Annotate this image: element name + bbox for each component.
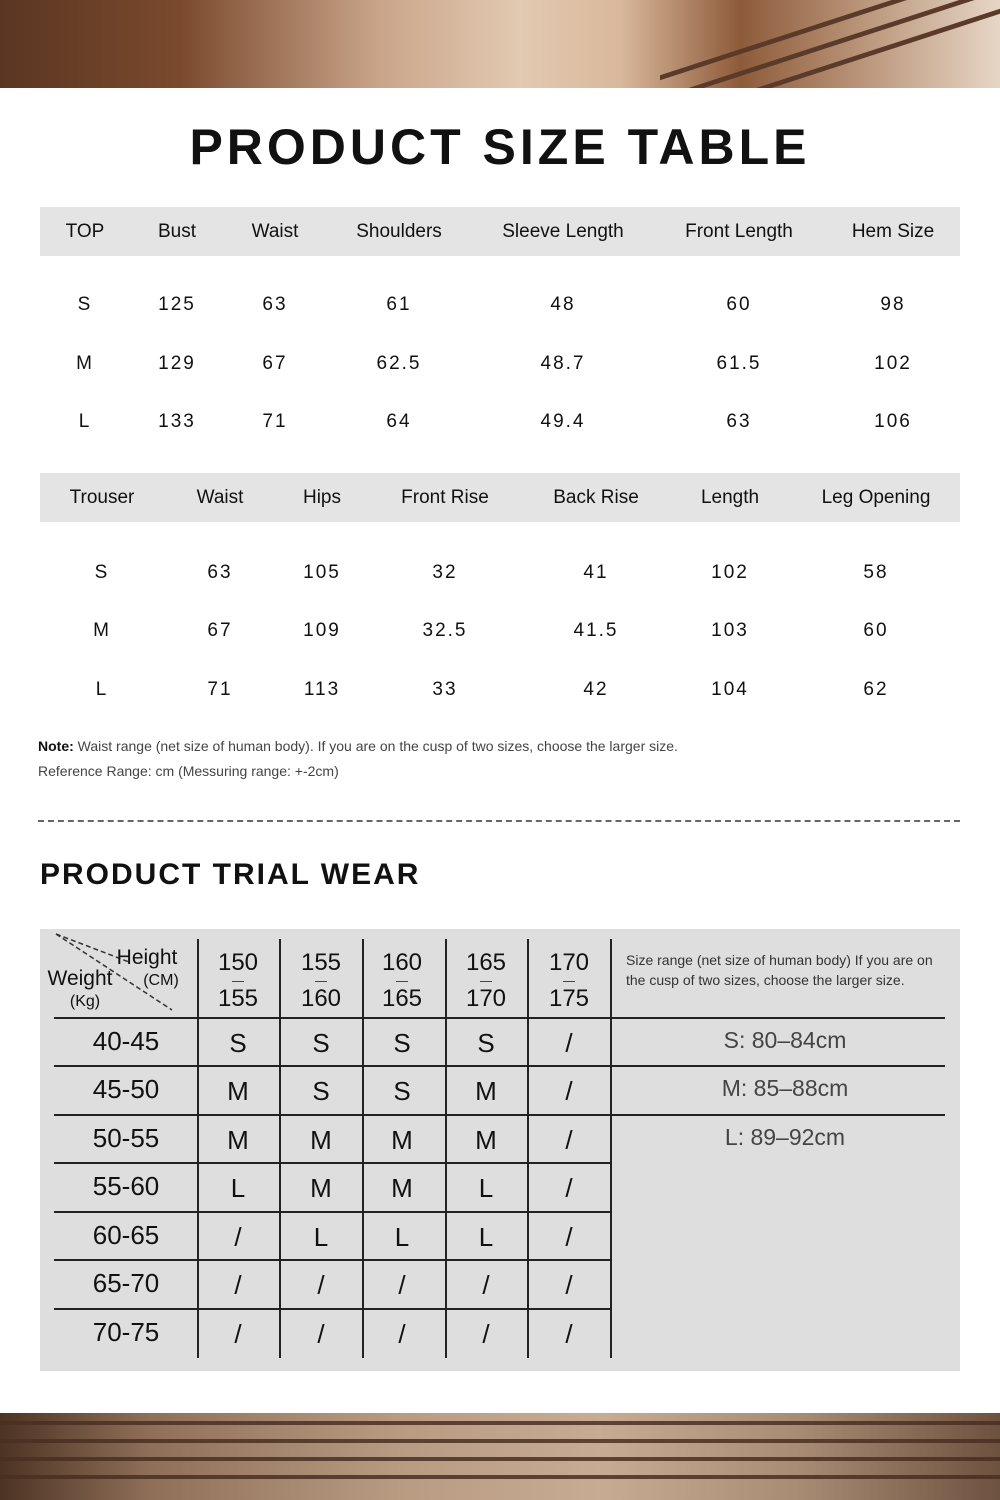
weight-unit-label: (Kg) [69, 993, 101, 1010]
trial-side-note: Size range (net size of human body) If you are on the cusp of two sizes, choose the larger size. [626, 952, 933, 988]
height-column-header [218, 944, 258, 1016]
top_table-header-cell: Bust [157, 221, 197, 242]
section-divider [38, 820, 960, 822]
trouser_table-header-cell: Front Rise [401, 487, 489, 508]
grid-vertical-line [610, 939, 612, 1358]
recommended-size-cell: S [393, 1028, 411, 1058]
height-range-start: 160 [381, 949, 423, 976]
grid-vertical-line [445, 939, 447, 1358]
grid-horizontal-line [54, 1308, 610, 1310]
trouser_table-cell: 58 [863, 562, 889, 583]
reference-range-note: Reference Range: cm (Messuring range: +-2cm) [38, 763, 339, 779]
height-range-start: 170 [548, 949, 590, 976]
top_table-cell: S [77, 294, 93, 315]
recommended-size-cell: M [475, 1076, 497, 1106]
grid-horizontal-line [54, 1211, 610, 1213]
height-range-start: 150 [217, 949, 259, 976]
size-range-text: S: 80–84cm [723, 1027, 847, 1053]
top_table-header-cell: Front Length [685, 221, 793, 242]
height-range-end: 165 [396, 981, 408, 1016]
trial-wear-title: PRODUCT TRIAL WEAR [40, 858, 421, 891]
recommended-size-cell: M [227, 1076, 249, 1106]
trouser_table-cell: 109 [303, 620, 341, 641]
trouser_table-header-cell: Leg Opening [821, 487, 931, 508]
trouser_table-cell: 105 [303, 562, 341, 583]
recommended-size-cell: S [477, 1028, 495, 1058]
trouser_table-cell: 32 [432, 562, 458, 583]
height-range-start: 155 [300, 949, 342, 976]
grid-vertical-line [197, 939, 199, 1358]
trouser_table-cell: 103 [711, 620, 749, 641]
recommended-size-cell: / [565, 1173, 573, 1203]
top_table-cell: 61 [386, 294, 412, 315]
weight-range-label: 55-60 [92, 1171, 160, 1201]
trouser_table-cell: 41.5 [573, 620, 619, 641]
height-range-end: 160 [315, 981, 327, 1016]
recommended-size-cell: S [312, 1076, 330, 1106]
top_table-cell: 60 [726, 294, 752, 315]
trouser_table-cell: 104 [711, 679, 749, 700]
trouser_table-cell: 42 [583, 679, 609, 700]
trouser_table-cell: 67 [207, 620, 233, 641]
height-axis-label: Height [116, 946, 178, 969]
recommended-size-cell: / [398, 1270, 406, 1300]
grid-vertical-line [279, 939, 281, 1358]
weight-range-label: 50-55 [92, 1123, 160, 1153]
recommended-size-cell: S [312, 1028, 330, 1058]
top_table-header-cell: Hem Size [851, 221, 935, 242]
weight-range-label: 45-50 [92, 1074, 160, 1104]
top_table-cell: 102 [874, 353, 912, 374]
top_table-cell: 64 [386, 411, 412, 432]
trouser_table-cell: 33 [432, 679, 458, 700]
recommended-size-cell: M [310, 1125, 332, 1155]
note-label: Note: [38, 738, 74, 754]
recommended-size-cell: / [565, 1028, 573, 1058]
weight-range-label: 60-65 [92, 1220, 160, 1250]
trouser_table-cell: 71 [207, 679, 233, 700]
recommended-size-cell: L [230, 1173, 246, 1203]
trouser_table-header-cell: Waist [196, 487, 244, 508]
recommended-size-cell: / [398, 1319, 406, 1349]
trouser_table-cell: 62 [863, 679, 889, 700]
top_table-cell: M [76, 353, 94, 374]
recommended-size-cell: L [478, 1173, 494, 1203]
recommended-size-cell: / [317, 1319, 325, 1349]
top_table-cell: 48.7 [540, 353, 586, 374]
top_table-header-cell: Sleeve Length [502, 221, 624, 242]
weight-axis-label: Weight [47, 967, 113, 990]
weight-range-label: 70-75 [92, 1317, 160, 1347]
trouser_table-cell: 63 [207, 562, 233, 583]
grid-horizontal-line [54, 1065, 945, 1067]
height-range-end: 175 [563, 981, 575, 1016]
top_table-cell: 49.4 [540, 411, 586, 432]
model-photo-bottom [0, 1413, 1000, 1500]
recommended-size-cell: / [565, 1222, 573, 1252]
size-range-text: M: 85–88cm [721, 1075, 849, 1101]
recommended-size-cell: / [234, 1222, 242, 1252]
height-column-header [382, 944, 422, 1016]
recommended-size-cell: / [565, 1319, 573, 1349]
recommended-size-cell: L [313, 1222, 329, 1252]
trouser_table-header-cell: Length [700, 487, 760, 508]
top_table-cell: 63 [726, 411, 752, 432]
recommended-size-cell: / [482, 1270, 490, 1300]
recommended-size-cell: M [310, 1173, 332, 1203]
top_table-header-cell: Shoulders [356, 221, 442, 242]
trouser_table-cell: S [94, 562, 110, 583]
grid-horizontal-line [54, 1259, 610, 1261]
recommended-size-cell: L [478, 1222, 494, 1252]
trouser_table-header-cell: Back Rise [553, 487, 639, 508]
page-title: PRODUCT SIZE TABLE [189, 119, 811, 175]
top_table-cell: 71 [262, 411, 288, 432]
size-note [38, 738, 678, 754]
grid-vertical-line [362, 939, 364, 1358]
top_table-cell: 67 [262, 353, 288, 374]
trouser_table-header-cell: Hips [302, 487, 342, 508]
recommended-size-cell: S [393, 1076, 411, 1106]
top_table-header-cell: Waist [251, 221, 299, 242]
top_table-cell: 63 [262, 294, 288, 315]
top_table-cell: 61.5 [716, 353, 762, 374]
trouser_table-cell: 32.5 [422, 620, 468, 641]
weight-range-label: 65-70 [92, 1268, 160, 1298]
top_table-cell: L [78, 411, 92, 432]
recommended-size-cell: / [317, 1270, 325, 1300]
recommended-size-cell: / [565, 1125, 573, 1155]
recommended-size-cell: S [229, 1028, 247, 1058]
recommended-size-cell: L [394, 1222, 410, 1252]
model-photo-top [0, 0, 1000, 88]
height-column-header [466, 944, 506, 1016]
top_table-cell: 48 [550, 294, 576, 315]
top_table-cell: 129 [158, 353, 196, 374]
top_table-cell: 125 [158, 294, 196, 315]
grid-horizontal-line [54, 1017, 945, 1019]
top_table-header-cell: TOP [65, 221, 105, 242]
recommended-size-cell: M [475, 1125, 497, 1155]
height-column-header [301, 944, 341, 1016]
top_table-cell: 133 [158, 411, 196, 432]
height-range-end: 155 [232, 981, 244, 1016]
recommended-size-cell: / [565, 1270, 573, 1300]
top_table-cell: 98 [880, 294, 906, 315]
recommended-size-cell: M [227, 1125, 249, 1155]
height-unit-label: (CM) [143, 972, 179, 989]
grid-horizontal-line [54, 1162, 610, 1164]
recommended-size-cell: / [234, 1319, 242, 1349]
height-column-header [549, 944, 589, 1016]
height-range-start: 165 [465, 949, 507, 976]
recommended-size-cell: M [391, 1125, 413, 1155]
weight-range-label: 40-45 [92, 1026, 160, 1056]
top_table-cell: 62.5 [376, 353, 422, 374]
note-text: Waist range (net size of human body). If you are on the cusp of two sizes, choose the larger size. [77, 738, 678, 754]
top_table-cell: 106 [874, 411, 912, 432]
trouser_table-cell: 60 [863, 620, 889, 641]
height-range-end: 170 [480, 981, 492, 1016]
recommended-size-cell: / [234, 1270, 242, 1300]
trouser_table-cell: 113 [303, 679, 341, 700]
recommended-size-cell: / [565, 1076, 573, 1106]
recommended-size-cell: M [391, 1173, 413, 1203]
trouser_table-cell: M [93, 620, 111, 641]
size-range-text: L: 89–92cm [724, 1124, 846, 1150]
grid-horizontal-line [54, 1114, 945, 1116]
trouser_table-cell: 102 [711, 562, 749, 583]
grid-vertical-line [527, 939, 529, 1358]
trouser_table-header-cell: Trouser [69, 487, 135, 508]
recommended-size-cell: / [482, 1319, 490, 1349]
trouser_table-cell: 41 [583, 562, 609, 583]
trouser_table-cell: L [95, 679, 109, 700]
